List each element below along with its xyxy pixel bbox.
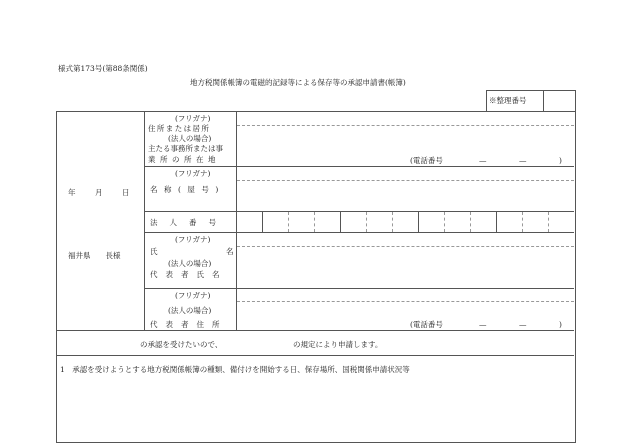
person-furigana-input[interactable] — [238, 233, 573, 245]
office-number-label: ※整理番号 — [489, 96, 527, 105]
person-line2: (法人の場合) — [168, 259, 212, 268]
office-number-divider — [543, 90, 544, 111]
rep-phone-dash2: — — [519, 320, 527, 329]
rep-line2: 代表者住所 — [150, 320, 228, 329]
request-sentence-b: の規定により申請します。 — [293, 340, 383, 349]
address-line3: 主たる事務所または事 — [148, 144, 223, 153]
request-sentence-a: の承認を受けたいので、 — [140, 340, 223, 349]
row-divider-6 — [56, 355, 574, 356]
address-furigana-input[interactable] — [238, 112, 573, 124]
name-furigana-input[interactable] — [238, 167, 573, 179]
left-column-divider — [144, 111, 145, 330]
rep-phone-close: ) — [559, 320, 562, 329]
name-input[interactable] — [238, 182, 573, 210]
row-divider-5 — [56, 330, 574, 331]
rep-furigana-input[interactable] — [238, 289, 573, 300]
address-line2: (法人の場合) — [168, 134, 212, 143]
corp-number-input[interactable] — [238, 212, 573, 231]
request-text-input-a[interactable] — [60, 334, 138, 350]
rep-phone-label: (電話番号 — [410, 320, 443, 329]
name-label: 名称(屋号) — [150, 185, 225, 194]
rep-phone-dash1: — — [479, 320, 487, 329]
rep-address-input[interactable] — [238, 303, 573, 319]
address-furigana-label: (フリガナ) — [175, 114, 211, 123]
request-text-input-b[interactable] — [215, 334, 291, 350]
rep-furigana-line — [237, 301, 574, 302]
address-furigana-line — [237, 125, 574, 126]
item1-heading: 1 承認を受けようとする地方税関係帳簿の種類、備付けを開始する日、保存場所、国税関係申請状況等 — [60, 365, 410, 374]
person-furigana-line — [237, 246, 574, 247]
address-phone-dash1: — — [479, 156, 487, 165]
person-furigana-label: (フリガナ) — [175, 235, 211, 244]
addressee: 福井県 長様 — [68, 251, 121, 260]
rep-line1: (法人の場合) — [168, 306, 212, 315]
name-furigana-label: (フリガナ) — [175, 169, 211, 178]
date-label: 年 月 日 — [68, 188, 136, 197]
corp-number-label: 法人番号 — [150, 218, 228, 227]
label-column-divider — [236, 111, 237, 330]
form-number: 様式第173号(第88条関係) — [58, 64, 148, 73]
address-phone-dash2: — — [519, 156, 527, 165]
address-line1: 住所または居所 — [148, 124, 211, 133]
address-phone-label: (電話番号 — [410, 156, 443, 165]
person-line1-b: 名 — [226, 247, 234, 256]
person-line1-a: 氏 — [150, 247, 158, 256]
person-name-input[interactable] — [238, 248, 573, 287]
rep-furigana-label: (フリガナ) — [175, 291, 211, 300]
person-line3: 代表者氏名 — [150, 270, 228, 279]
name-furigana-line — [237, 180, 574, 181]
address-input[interactable] — [238, 127, 573, 153]
address-phone-close: ) — [559, 156, 562, 165]
office-number-input[interactable] — [545, 92, 573, 109]
form-title: 地方税関係帳簿の電磁的記録等による保存等の承認申請書(帳簿) — [190, 78, 406, 87]
address-line4: 業所の所在地 — [148, 155, 220, 164]
